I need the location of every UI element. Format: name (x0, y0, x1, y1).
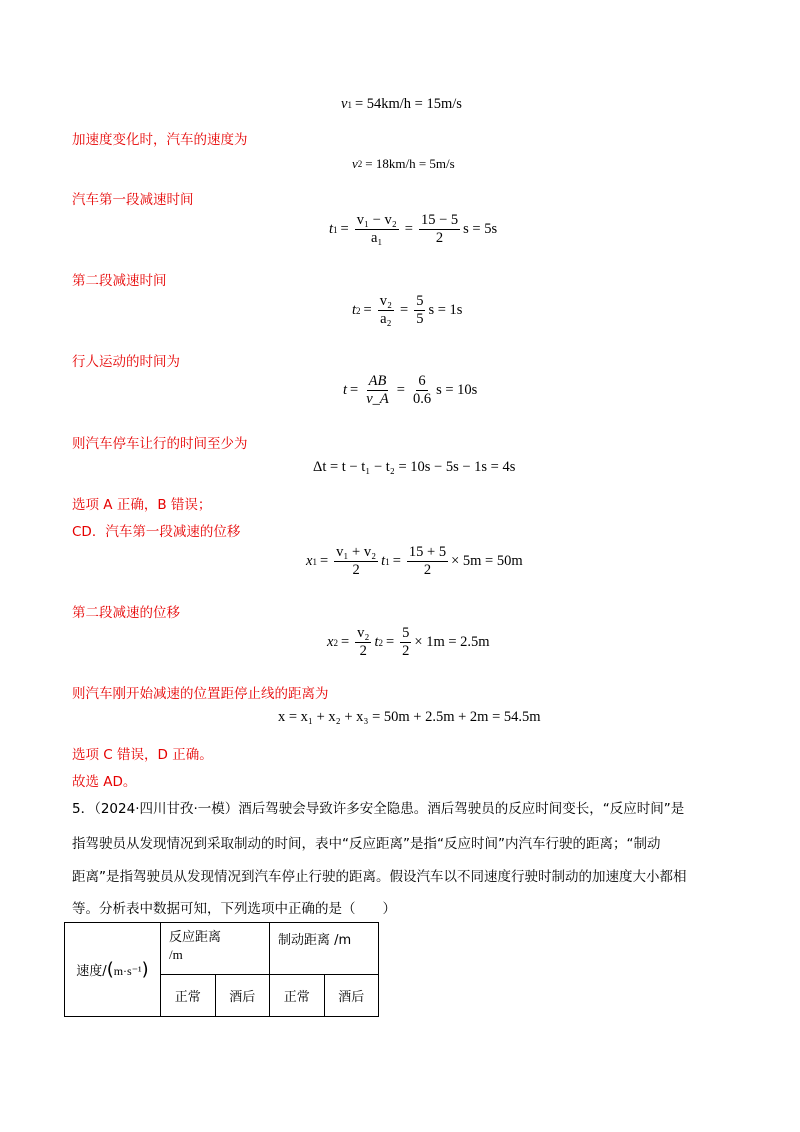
question-5-line-2: 指驾驶员从发现情况到采取制动的时间，表中“反应距离”是指“反应时间”内汽车行驶的距离；“制动 (72, 836, 661, 852)
eq3-num2: 15 − 5 (420, 212, 459, 228)
eq7-num1: v₁ + v₂ (336, 544, 377, 560)
equation-v1: v 1 = 54km/h = 15m/s (341, 96, 462, 112)
text-line-4: 行人运动的时间为 (72, 354, 180, 370)
equation-x-total: x = x₁ + x₂ + x₃ = 50m + 2.5m + 2m = 54.5m (278, 709, 541, 725)
table-header-speed: 速度/(m·s⁻¹) (65, 923, 161, 1017)
eq5-num1: AB (368, 373, 387, 389)
eq5-den2: 0.6 (412, 391, 432, 407)
question-5-line-1 (72, 797, 732, 817)
text-line-9: 则汽车刚开始减速的位置距停止线的距离为 (72, 686, 329, 702)
question-5-line-3: 距离”是指驾驶员从发现情况到汽车停止行驶的距离。假设汽车以不同速度行驶时制动的加速度大小都相 (72, 869, 687, 885)
eq3-num1: v₁ − v₂ (356, 212, 397, 228)
table-reaction-normal: 正常 (161, 975, 216, 1017)
equation-v2-rhs: = 18km/h = 5m/s (365, 156, 455, 171)
table-header-braking: 制动距离 /m (270, 923, 379, 975)
text-line-8: 第二段减速的位移 (72, 605, 180, 621)
table-speed-label: 速度/ (76, 964, 107, 979)
table-header-reaction (161, 923, 270, 975)
question-5-line-4: 等。分析表中数据可知，下列选项中正确的是（ ） (72, 901, 396, 917)
eq4-num1: v₂ (379, 293, 393, 309)
equation-x2: x 2 = $\frac{\text{v₂}}{2}$ t 2 = $\frac{5}{2}$ × 1m = 2.5m (327, 625, 490, 659)
eq3-tail: s = 5s (463, 221, 498, 237)
table-reaction-label: 反应距离 (169, 930, 222, 945)
eq7-tail: × 5m = 50m (451, 553, 523, 569)
eq8-tail: × 1m = 2.5m (414, 634, 490, 650)
table-braking-drunk: 酒后 (324, 975, 379, 1017)
equation-delta-t: Δt = t − t₁ − t₂ = 10s − 5s − 1s = 4s (313, 459, 516, 475)
text-line-5: 则汽车停车让行的时间至少为 (72, 436, 248, 452)
equation-v1-rhs: = 54km/h = 15m/s (354, 96, 462, 112)
eq4-den1: a₂ (380, 311, 392, 327)
equation-v2: v 2 = 18km/h = 5m/s (352, 156, 455, 171)
equation-x1: x 1 = $\frac{\text{v₁ + v₂}}{2}$ t 1 = $\frac{15 + 5}{2}$ × 5m = 50m (306, 544, 523, 578)
equation-t: t = $\frac{AB}{v\_A}$ = $\frac{6}{0.6}$ s = 10s (343, 373, 478, 407)
eq4-den2: 5 (416, 311, 424, 327)
text-line-3: 第二段减速时间 (72, 273, 167, 289)
equation-t2: t 2 = $\frac{\text{v₂}}{\text{a₂}}$ = $\frac{5}{5}$ s = 1s (352, 293, 463, 327)
eq3-den2: 2 (435, 230, 444, 246)
eq7-den2: 2 (423, 562, 432, 578)
text-line-10: 选项 C 错误，D 正确。 (72, 747, 213, 763)
eq8-den1: 2 (359, 643, 367, 659)
data-table (64, 922, 379, 1017)
eq8-den2: 2 (402, 643, 410, 659)
text-line-1: 加速度变化时，汽车的速度为 (72, 132, 248, 148)
text-line-11: 故选 AD。 (72, 774, 137, 790)
question-source: （2024·四川甘孜·一模） (94, 801, 239, 817)
text-line-7: CD．汽车第一段减速的位移 (72, 524, 241, 540)
eq7-num2: 15 + 5 (408, 544, 447, 560)
eq5-num2: 6 (418, 373, 426, 389)
equation-t1: t 1 = $\frac{\text{v₁ − v₂}}{\text{a₁}}$ = $\frac{15 - 5}{2}$ s = 5s (329, 212, 498, 246)
text-line-2: 汽车第一段减速时间 (72, 192, 194, 208)
eq5-den1: v_A (366, 391, 389, 407)
table-reaction-drunk: 酒后 (215, 975, 270, 1017)
eq7-den1: 2 (352, 562, 360, 578)
table-braking-normal: 正常 (270, 975, 325, 1017)
eq8-num1: v₂ (357, 625, 370, 641)
question-text-1: 酒后驾驶会导致许多安全隐患。酒后驾驶员的反应时间变长，“反应时间”是 (238, 801, 685, 817)
text-line-6: 选项 A 正确，B 错误； (72, 497, 212, 513)
eq3-den1: a₁ (370, 230, 383, 246)
eq8-num2: 5 (402, 625, 410, 641)
eq5-tail: s = 10s (436, 382, 478, 398)
question-number: 5． (72, 801, 95, 817)
table-speed-unit: m·s⁻¹ (113, 964, 142, 978)
eq4-tail: s = 1s (428, 302, 463, 318)
table-reaction-unit: /m (169, 947, 183, 962)
eq4-num2: 5 (416, 293, 424, 309)
